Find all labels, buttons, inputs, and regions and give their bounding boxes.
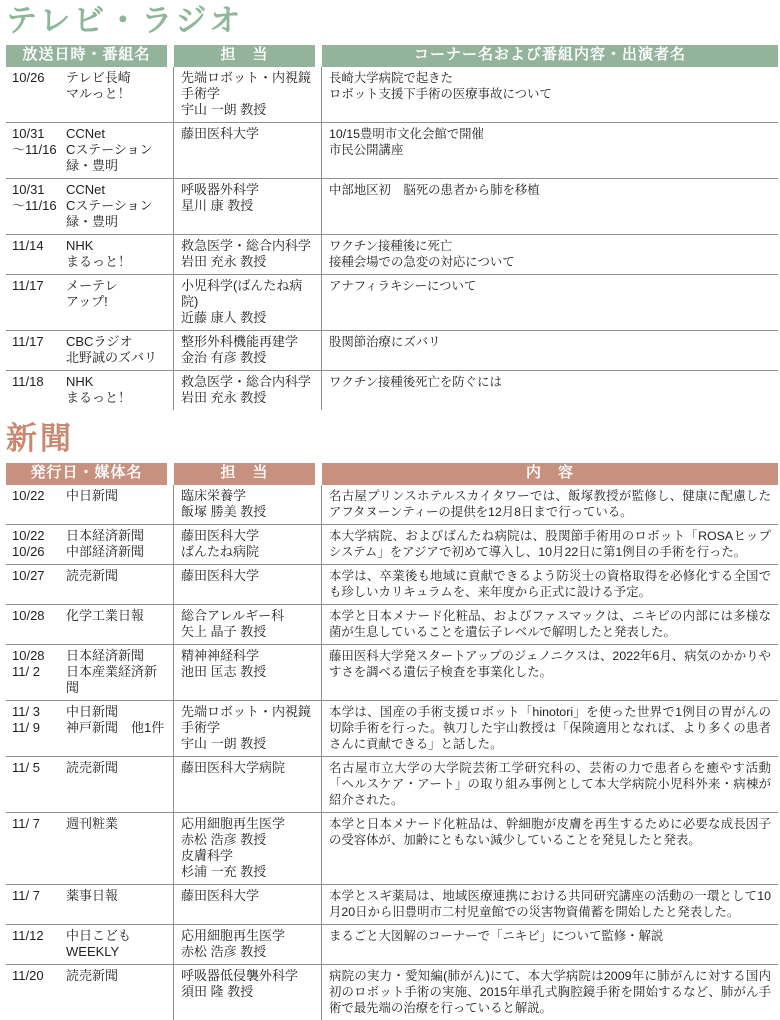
staff-cell <box>174 179 322 234</box>
media-date: 10/26 <box>12 544 45 560</box>
media-line <box>12 608 166 624</box>
staff-cell <box>174 605 322 644</box>
section-title-newspaper: 新聞 <box>6 421 74 457</box>
staff-line: 藤田医科大学 <box>181 126 260 142</box>
staff-line: 須田 隆 教授 <box>181 984 254 1000</box>
media-line <box>12 70 166 86</box>
staff-line: 矢上 晶子 教授 <box>181 624 267 640</box>
staff-cell <box>174 123 322 178</box>
content-line: 長崎大学病院で起きた <box>329 71 453 86</box>
table-row <box>6 813 778 885</box>
staff-line: 整形外科機能再建学 <box>181 334 299 350</box>
media-line <box>12 968 166 984</box>
media-date: ～11/16 <box>12 142 57 158</box>
media-date: 11/ 7 <box>12 816 40 832</box>
content-cell <box>322 123 778 178</box>
table-row <box>6 275 778 331</box>
media-name: 化学工業日報 <box>66 608 145 624</box>
content-cell <box>322 813 778 884</box>
content-cell <box>322 275 778 330</box>
table-row <box>6 371 778 410</box>
media-date: 11/ 2 <box>12 664 40 680</box>
staff-line: 小児科学(ばんたね病院) <box>181 278 303 310</box>
table-row <box>6 605 778 645</box>
media-name-cell <box>6 925 174 964</box>
media-line <box>12 238 166 254</box>
staff-cell <box>174 701 322 756</box>
media-date: 10/28 <box>12 648 45 664</box>
media-date <box>12 254 66 270</box>
staff-line: 飯塚 勝美 教授 <box>181 504 267 520</box>
column-header-staff: 担 当 <box>174 45 322 67</box>
staff-cell <box>174 645 322 700</box>
content-line: 本大学病院、およびばんたね病院は、股関節手術用のロボット「ROSAヒップシステム」をアジアで初めて導入し、10月22日に第1例目の手術を行った。 <box>329 529 771 560</box>
table-row <box>6 757 778 813</box>
media-line <box>12 816 166 832</box>
media-date: 11/17 <box>12 334 44 350</box>
media-name-cell <box>6 885 174 924</box>
media-name-cell <box>6 701 174 756</box>
media-date: 10/31 <box>12 182 45 198</box>
media-date: 11/20 <box>12 968 44 984</box>
media-name: まるっと！ <box>66 390 132 406</box>
content-line: 接種会場での急変の対応について <box>329 255 515 270</box>
staff-line: 臨床栄養学 <box>181 488 247 504</box>
media-line <box>12 86 166 102</box>
content-line: ワクチン接種後死亡を防ぐには <box>329 375 502 390</box>
media-name: WEEKLY <box>66 944 120 960</box>
column-header-staff: 担 当 <box>174 463 322 485</box>
media-line <box>12 182 166 198</box>
staff-line: 赤松 浩彦 教授 <box>181 832 267 848</box>
media-line <box>12 648 166 664</box>
staff-cell <box>174 235 322 274</box>
staff-line: 先端ロボット・内視鏡手術学 <box>181 704 312 736</box>
media-name-cell <box>6 813 174 884</box>
content-cell <box>322 371 778 410</box>
newspaper-table-header <box>6 463 778 485</box>
content-cell <box>322 885 778 924</box>
media-date <box>12 944 66 960</box>
media-name: 中部経済新聞 <box>66 544 145 560</box>
media-name-cell <box>6 371 174 410</box>
media-name-cell <box>6 67 174 122</box>
staff-line: 呼吸器低侵襲外科学 <box>181 968 299 984</box>
staff-line: 金治 有彦 教授 <box>181 350 267 366</box>
staff-cell <box>174 965 322 1020</box>
staff-cell <box>174 67 322 122</box>
media-line <box>12 528 166 544</box>
staff-line: 皮膚科学 <box>181 848 234 864</box>
media-name-cell <box>6 565 174 604</box>
staff-cell <box>174 275 322 330</box>
staff-line: 精神神経科学 <box>181 648 260 664</box>
column-header-broadcast-date-program: 放送日時・番組名 <box>6 45 174 67</box>
media-line <box>12 350 166 366</box>
tv-radio-table-header <box>6 45 778 67</box>
staff-line: 近藤 康人 教授 <box>181 310 267 326</box>
content-cell <box>322 235 778 274</box>
staff-line: 宇山 一朗 教授 <box>181 736 267 752</box>
staff-line: 藤田医科大学 <box>181 888 260 904</box>
media-name: マルっと！ <box>66 86 131 102</box>
media-name-cell <box>6 965 174 1020</box>
media-name-cell <box>6 525 174 564</box>
media-line <box>12 126 166 142</box>
content-line: ワクチン接種後に死亡 <box>329 239 453 254</box>
media-date: 11/ 7 <box>12 888 40 904</box>
content-line: 名古屋プリンスホテルスカイタワーでは、飯塚教授が監修し、健康に配慮したアフタヌーンティーの提供を12月8日まで行っている。 <box>329 489 771 520</box>
media-name-cell <box>6 123 174 178</box>
media-name: 北野誠のズバリ <box>66 350 158 366</box>
media-name: 薬事日報 <box>66 888 119 904</box>
staff-line: 赤松 浩彦 教授 <box>181 944 267 960</box>
staff-line: ばんたね病院 <box>181 544 260 560</box>
media-line <box>12 568 166 584</box>
content-line: アナフィラキシーについて <box>329 279 477 294</box>
table-row <box>6 525 778 565</box>
content-cell <box>322 525 778 564</box>
media-line <box>12 888 166 904</box>
media-name: テレビ長崎 <box>66 70 131 86</box>
staff-cell <box>174 885 322 924</box>
media-name: 中日新聞 <box>66 704 119 720</box>
content-line: ロボット支援下手術の医療事故について <box>329 87 552 102</box>
media-date: 10/31 <box>12 126 45 142</box>
section-newspaper <box>6 422 778 1020</box>
media-name-cell <box>6 275 174 330</box>
media-name: 読売新聞 <box>66 968 119 984</box>
media-name: 日本経済新聞 <box>66 648 145 664</box>
media-date: 10/22 <box>12 488 45 504</box>
media-line <box>12 294 166 310</box>
media-name: NHK <box>66 238 94 254</box>
media-line <box>12 488 166 504</box>
staff-line: 先端ロボット・内視鏡手術学 <box>181 70 312 102</box>
table-row <box>6 235 778 275</box>
content-line: 本学とスギ薬局は、地域医療連携における共同研究講座の活動の一環として10月20日から旧豊明市二村児童館での災害物資備蓄を開始したと発表した。 <box>329 889 771 920</box>
content-line: 股関節治療にズバリ <box>329 335 441 350</box>
media-name: CCNet <box>66 126 106 142</box>
staff-cell <box>174 525 322 564</box>
media-name: CBCラジオ <box>66 334 133 350</box>
newspaper-table-body <box>6 485 778 1020</box>
media-name-cell <box>6 331 174 370</box>
media-name: アップ! <box>66 294 108 310</box>
media-date: 11/17 <box>12 278 44 294</box>
staff-line: 総合アレルギー科 <box>181 608 285 624</box>
media-name: まるっと！ <box>66 254 132 270</box>
staff-line: 池田 匡志 教授 <box>181 664 267 680</box>
media-date: 11/ 3 <box>12 704 40 720</box>
staff-line: 杉浦 一充 教授 <box>181 864 267 880</box>
media-name-cell <box>6 757 174 812</box>
media-name: 週刊粧業 <box>66 816 119 832</box>
column-header-publish-date-media: 発行日・媒体名 <box>6 463 174 485</box>
media-date <box>12 350 66 366</box>
content-line: 本学は、卒業後も地域に貢献できるよう防災士の資格取得を必修化する全国でも珍しいカリキュラムを、来年度から正式に設ける予定。 <box>329 569 771 600</box>
section-tv-radio <box>6 4 778 410</box>
media-date: 10/28 <box>12 608 45 624</box>
media-date: 11/18 <box>12 374 44 390</box>
media-line <box>12 142 166 174</box>
staff-line: 応用細胞再生医学 <box>181 816 286 832</box>
staff-cell <box>174 757 322 812</box>
staff-line: 救急医学・総合内科学 <box>181 374 312 390</box>
media-line <box>12 334 166 350</box>
staff-cell <box>174 485 322 524</box>
content-line: 病院の実力・愛知編(肺がん)にて、本大学病院は2009年に肺がんに対する国内初のロボット手術の実施、2015年単孔式胸腔鏡手術を開始するなど、肺がん手術で最先端の治療を行っていると解説。 <box>329 969 771 1016</box>
table-row <box>6 701 778 757</box>
media-date <box>12 390 66 406</box>
media-line <box>12 664 166 696</box>
content-cell <box>322 67 778 122</box>
staff-line: 呼吸器外科学 <box>181 182 260 198</box>
media-date: 10/22 <box>12 528 45 544</box>
content-line: まるごと大図解のコーナーで「ニキビ」について監修・解説 <box>329 929 664 944</box>
media-name: メーテレ <box>66 278 118 294</box>
content-line: 市民公開講座 <box>329 143 404 158</box>
media-name-cell <box>6 179 174 234</box>
media-date: 11/14 <box>12 238 44 254</box>
staff-line: 藤田医科大学病院 <box>181 760 286 776</box>
media-name: 日本産業経済新聞 <box>66 664 158 696</box>
media-name: CCNet <box>66 182 106 198</box>
media-date: 10/26 <box>12 70 45 86</box>
content-cell <box>322 179 778 234</box>
media-line <box>12 944 166 960</box>
content-cell <box>322 605 778 644</box>
content-line: 本学は、国産の手術支援ロボット「hinotori」を使った世界で1例目の胃がんの切除手術を行った。執刀した宇山教授は「保険適用となれば、より多くの患者さんに貢献できる」と話した。 <box>329 705 771 752</box>
staff-line: 藤田医科大学 <box>181 528 260 544</box>
staff-line: 宇山 一朗 教授 <box>181 102 267 118</box>
table-row <box>6 965 778 1020</box>
media-line <box>12 390 166 406</box>
media-date: 11/ 5 <box>12 760 40 776</box>
staff-line: 応用細胞再生医学 <box>181 928 286 944</box>
media-date: 11/ 9 <box>12 720 40 736</box>
media-line <box>12 720 166 736</box>
content-line: 中部地区初 脳死の患者から肺を移植 <box>329 183 540 198</box>
media-date <box>12 294 66 310</box>
table-row <box>6 565 778 605</box>
staff-cell <box>174 813 322 884</box>
media-name: 中日こども <box>66 928 132 944</box>
media-date: 10/27 <box>12 568 45 584</box>
staff-cell <box>174 565 322 604</box>
media-name: 神戸新聞 他1件 <box>66 720 165 736</box>
media-line <box>12 704 166 720</box>
content-cell <box>322 757 778 812</box>
table-row <box>6 331 778 371</box>
tv-radio-table-body <box>6 67 778 410</box>
staff-cell <box>174 925 322 964</box>
media-name-cell <box>6 235 174 274</box>
content-cell <box>322 485 778 524</box>
staff-line: 藤田医科大学 <box>181 568 260 584</box>
section-title-tv-radio: テレビ・ラジオ <box>6 3 244 38</box>
media-name: 読売新聞 <box>66 760 119 776</box>
content-cell <box>322 965 778 1020</box>
column-header-content: 内 容 <box>322 463 778 485</box>
content-cell <box>322 925 778 964</box>
content-cell <box>322 645 778 700</box>
staff-line: 岩田 充永 教授 <box>181 390 267 406</box>
media-line <box>12 254 166 270</box>
content-cell <box>322 701 778 756</box>
media-name: NHK <box>66 374 94 390</box>
content-line: 10/15豊明市文化会館で開催 <box>329 127 484 142</box>
media-line <box>12 374 166 390</box>
media-date <box>12 86 66 102</box>
staff-cell <box>174 331 322 370</box>
table-row <box>6 885 778 925</box>
media-line <box>12 278 166 294</box>
media-line <box>12 198 166 230</box>
newspaper-table <box>6 463 778 1020</box>
content-line: 本学と日本メナード化粧品は、幹細胞が皮膚を再生するために必要な成長因子の受容体が、加齢にともない減少していることを発見したと発表。 <box>329 817 771 848</box>
staff-line: 救急医学・総合内科学 <box>181 238 312 254</box>
media-name: 日本経済新聞 <box>66 528 145 544</box>
staff-cell <box>174 371 322 410</box>
content-line: 藤田医科大学発スタートアップのジェノニクスは、2022年6月、病気のかかりやすさを調べる遺伝子検査を事業化した。 <box>329 649 771 680</box>
media-name-cell <box>6 485 174 524</box>
table-row <box>6 645 778 701</box>
table-row <box>6 123 778 179</box>
media-line <box>12 928 166 944</box>
table-row <box>6 485 778 525</box>
tv-radio-table <box>6 45 778 410</box>
content-cell <box>322 565 778 604</box>
media-date: ～11/16 <box>12 198 57 214</box>
staff-line: 岩田 充永 教授 <box>181 254 267 270</box>
table-row <box>6 179 778 235</box>
media-name: 読売新聞 <box>66 568 119 584</box>
media-line <box>12 760 166 776</box>
media-name: Cステーション緑・豊明 <box>66 142 153 174</box>
media-name-cell <box>6 645 174 700</box>
column-header-program-content: コーナー名および番組内容・出演者名 <box>322 45 778 67</box>
staff-line: 星川 康 教授 <box>181 198 254 214</box>
media-line <box>12 544 166 560</box>
media-name: 中日新聞 <box>66 488 119 504</box>
media-date: 11/12 <box>12 928 44 944</box>
media-name-cell <box>6 605 174 644</box>
table-row <box>6 925 778 965</box>
content-line: 本学と日本メナード化粧品、およびファスマックは、ニキビの内部には多様な菌が生息していることを遺伝子レベルで解明したと発表した。 <box>329 609 771 640</box>
table-row <box>6 67 778 123</box>
content-line: 名古屋市立大学の大学院芸術工学研究科の、芸術の力で患者らを癒やす活動「ヘルスケア・アート」の取り組み事例として本大学病院小児科外来・病棟が紹介された。 <box>329 761 771 808</box>
media-name: Cステーション緑・豊明 <box>66 198 153 230</box>
content-cell <box>322 331 778 370</box>
